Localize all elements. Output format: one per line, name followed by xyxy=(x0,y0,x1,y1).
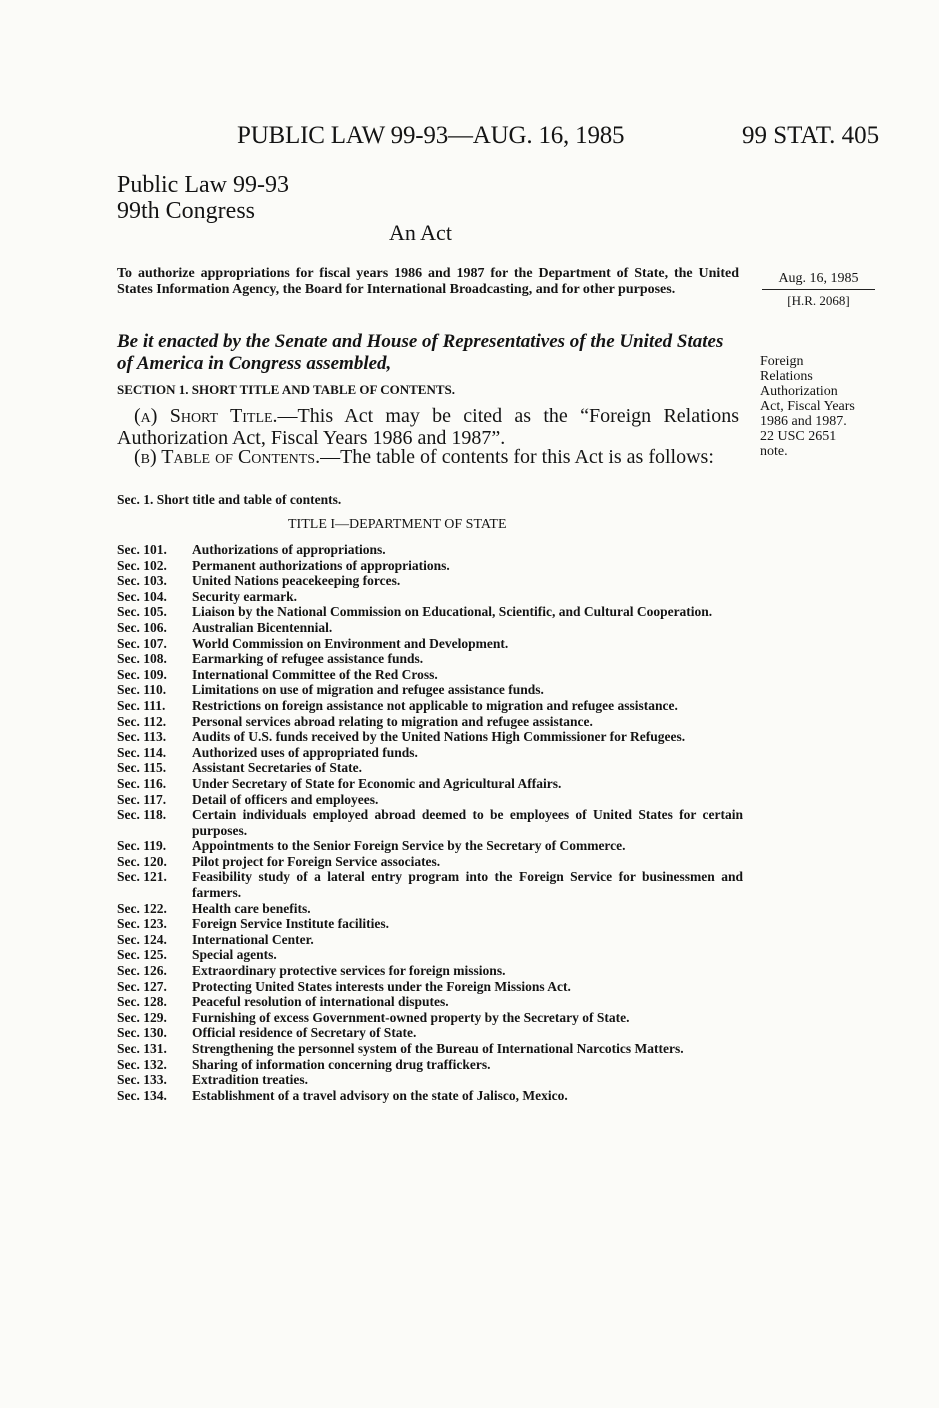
toc-section-number: Sec. 110. xyxy=(117,682,167,698)
toc-section-title: Under Secretary of State for Economic and Agricultural Affairs. xyxy=(192,775,562,791)
act-purpose: To authorize appropriations for fiscal years 1986 and 1987 for the Department of State, the United States Information Agency, the Board for International Broadcasting, and for other purposes. xyxy=(117,266,739,297)
toc-section-number: Sec. 105. xyxy=(117,604,167,620)
toc-section-title: Australian Bicentennial. xyxy=(192,619,333,635)
margin-note-line: 22 USC 2651 xyxy=(760,429,837,444)
toc-section-number: Sec. 111. xyxy=(117,697,166,713)
toc-section-title: Security earmark. xyxy=(192,588,297,604)
toc-entry xyxy=(117,1088,743,1104)
toc-entry xyxy=(117,776,743,792)
toc-section-title: Health care benefits. xyxy=(192,900,311,916)
subsection-a-label: (a) Short Title. xyxy=(134,405,278,427)
toc-section-number: Sec. 125. xyxy=(117,947,167,963)
toc-entry xyxy=(117,651,743,667)
toc-section-number: Sec. 124. xyxy=(117,931,167,947)
toc-section-title: United Nations peacekeeping forces. xyxy=(192,573,401,589)
margin-date: Aug. 16, 1985 xyxy=(762,271,875,290)
law-name: Public Law 99-93 xyxy=(117,172,289,198)
toc-section-number: Sec. 121. xyxy=(117,869,167,885)
toc-section-title: Establishment of a travel advisory on the state of Jalisco, Mexico. xyxy=(192,1087,568,1103)
toc-entry xyxy=(117,947,743,963)
toc-section-number: Sec. 119. xyxy=(117,838,167,854)
congress-number: 99th Congress xyxy=(117,198,255,224)
toc-section-number: Sec. 133. xyxy=(117,1072,167,1088)
section-heading: SECTION 1. SHORT TITLE AND TABLE OF CONTENTS. xyxy=(117,382,456,397)
toc-section-number: Sec. 134. xyxy=(117,1087,167,1103)
toc-section-title: Liaison by the National Commission on Educational, Scientific, and Cultural Cooperation. xyxy=(192,604,713,620)
toc-section-title: Official residence of Secretary of State. xyxy=(192,1025,417,1041)
margin-note xyxy=(760,354,890,459)
toc-section-number: Sec. 127. xyxy=(117,978,167,994)
toc-section-title: Audits of U.S. funds received by the United Nations High Commissioner for Refugees. xyxy=(192,729,686,745)
toc-entry xyxy=(117,1057,743,1073)
subsection-b-label: (b) Table of Contents. xyxy=(134,446,321,468)
statute-page-number: 99 STAT. 405 xyxy=(742,122,880,149)
toc-section-number: Sec. 118. xyxy=(117,807,167,823)
toc-section-title: International Center. xyxy=(192,931,314,947)
toc-entry xyxy=(117,854,743,870)
toc-section-title: Feasibility study of a lateral entry program into the Foreign Service for businessmen and farmers. xyxy=(192,869,743,901)
toc-section-title: World Commission on Environment and Development. xyxy=(192,635,509,651)
subsection-a xyxy=(117,405,739,449)
table-of-contents xyxy=(117,542,743,1103)
toc-entry xyxy=(117,636,743,652)
toc-section-number: Sec. 103. xyxy=(117,573,167,589)
toc-section-title: Special agents. xyxy=(192,947,277,963)
subsection-b-text: —The table of contents for this Act is as follows: xyxy=(320,446,714,468)
toc-section-title: Furnishing of excess Government-owned property by the Secretary of State. xyxy=(192,1009,630,1025)
toc-entry xyxy=(117,1072,743,1088)
toc-section-number: Sec. 112. xyxy=(117,713,167,729)
toc-section-number: Sec. 101. xyxy=(117,542,167,557)
toc-section-title: Appointments to the Senior Foreign Service by the Secretary of Commerce. xyxy=(192,838,626,854)
toc-section-number: Sec. 130. xyxy=(117,1025,167,1041)
toc-section-title: Detail of officers and employees. xyxy=(192,791,379,807)
toc-section-number: Sec. 126. xyxy=(117,963,167,979)
toc-entry xyxy=(117,729,743,745)
toc-section-number: Sec. 114. xyxy=(117,744,167,760)
toc-section-number: Sec. 102. xyxy=(117,557,167,573)
toc-entry xyxy=(117,1041,743,1057)
toc-entry xyxy=(117,573,743,589)
toc-entry xyxy=(117,1010,743,1026)
toc-entry xyxy=(117,792,743,808)
margin-note-line: Act, Fiscal Years xyxy=(760,399,855,414)
toc-section-number: Sec. 128. xyxy=(117,994,167,1010)
toc-section-title: Permanent authorizations of appropriations. xyxy=(192,557,450,573)
toc-entry xyxy=(117,1025,743,1041)
toc-section-title: Assistant Secretaries of State. xyxy=(192,760,362,776)
toc-section-title: Authorizations of appropriations. xyxy=(192,542,386,557)
toc-section-title: Certain individuals employed abroad deemed to be employees of United States for certain purposes. xyxy=(192,807,743,838)
toc-section-title: Protecting United States interests under the Foreign Missions Act. xyxy=(192,978,571,994)
toc-section-title: Strengthening the personnel system of the Bureau of International Narcotics Matters. xyxy=(192,1041,684,1056)
toc-section-number: Sec. 132. xyxy=(117,1056,167,1072)
toc-section-title: Earmarking of refugee assistance funds. xyxy=(192,651,424,667)
enacting-clause: Be it enacted by the Senate and House of Representatives of the United States of America in Congress assembled, xyxy=(117,331,724,374)
toc-section-title: Limitations on use of migration and refugee assistance funds. xyxy=(192,682,544,698)
toc-section-title: Personal services abroad relating to migration and refugee assistance. xyxy=(192,713,593,729)
toc-entry xyxy=(117,620,743,636)
toc-section-title: Foreign Service Institute facilities. xyxy=(192,916,389,932)
toc-entry xyxy=(117,838,743,854)
toc-section-title: Pilot project for Foreign Service associates. xyxy=(192,853,441,869)
margin-note-line: note. xyxy=(760,444,788,459)
toc-section-number: Sec. 115. xyxy=(117,760,167,776)
toc-section-title: Restrictions on foreign assistance not applicable to migration and refugee assistance. xyxy=(192,697,678,713)
toc-entry xyxy=(117,932,743,948)
toc-entry-sec1: Sec. 1. Short title and table of contents. xyxy=(117,492,342,507)
toc-section-title: Sharing of information concerning drug traffickers. xyxy=(192,1056,491,1072)
toc-section-number: Sec. 122. xyxy=(117,900,167,916)
toc-entry xyxy=(117,542,743,558)
toc-section-number: Sec. 107. xyxy=(117,635,167,651)
toc-entry xyxy=(117,589,743,605)
toc-section-title: International Committee of the Red Cross. xyxy=(192,666,438,682)
toc-entry xyxy=(117,760,743,776)
margin-bill-number: [H.R. 2068] xyxy=(787,293,850,308)
toc-entry xyxy=(117,682,743,698)
toc-entry xyxy=(117,963,743,979)
toc-section-title: Peaceful resolution of international disputes. xyxy=(192,994,449,1010)
toc-entry xyxy=(117,916,743,932)
toc-section-number: Sec. 117. xyxy=(117,791,167,807)
toc-section-title: Extradition treaties. xyxy=(192,1072,308,1088)
toc-section-number: Sec. 120. xyxy=(117,853,167,869)
toc-section-number: Sec. 106. xyxy=(117,619,167,635)
toc-section-title: Authorized uses of appropriated funds. xyxy=(192,744,418,760)
toc-entry xyxy=(117,714,743,730)
toc-entry xyxy=(117,901,743,917)
toc-entry xyxy=(117,869,743,900)
margin-note-line: Relations xyxy=(760,369,813,384)
toc-section-number: Sec. 129. xyxy=(117,1009,167,1025)
toc-section-number: Sec. 123. xyxy=(117,916,167,932)
toc-entry xyxy=(117,604,743,620)
margin-note-line: 1986 and 1987. xyxy=(760,414,847,429)
toc-section-number: Sec. 116. xyxy=(117,775,167,791)
toc-entry xyxy=(117,807,743,838)
margin-note-line: Authorization xyxy=(760,384,838,399)
toc-section-number: Sec. 131. xyxy=(117,1041,167,1056)
toc-section-number: Sec. 113. xyxy=(117,729,167,745)
toc-section-title: Extraordinary protective services for foreign missions. xyxy=(192,963,506,979)
toc-entry xyxy=(117,558,743,574)
toc-entry xyxy=(117,745,743,761)
toc-entry xyxy=(117,667,743,683)
margin-note-line: Foreign xyxy=(760,354,804,369)
act-label: An Act xyxy=(389,220,452,245)
toc-entry xyxy=(117,994,743,1010)
subsection-a-text: —This Act may be cited as the “Foreign Relations Authorization Act, Fiscal Years 1986 and 1987”. xyxy=(117,405,739,449)
toc-section-number: Sec. 109. xyxy=(117,666,167,682)
toc-section-number: Sec. 108. xyxy=(117,651,167,667)
title-heading: TITLE I—DEPARTMENT OF STATE xyxy=(288,517,507,532)
toc-entry xyxy=(117,979,743,995)
toc-section-number: Sec. 104. xyxy=(117,588,167,604)
toc-entry xyxy=(117,698,743,714)
subsection-b xyxy=(117,446,739,468)
running-head: PUBLIC LAW 99-93—AUG. 16, 1985 xyxy=(237,122,625,149)
